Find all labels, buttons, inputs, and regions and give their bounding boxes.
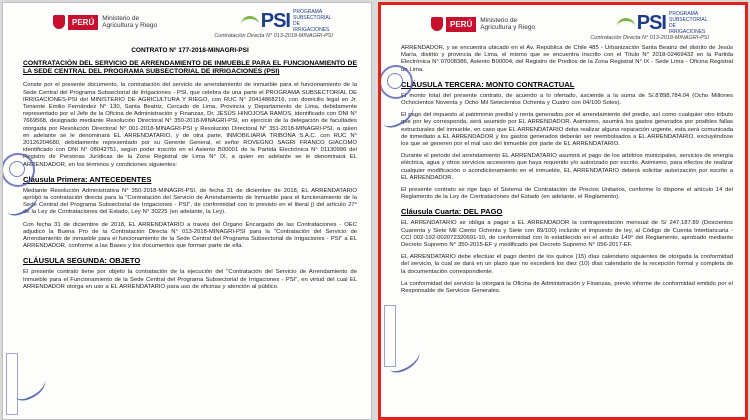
peru-label: PERÚ <box>446 17 476 32</box>
psi-logo <box>241 9 337 33</box>
contract-title: CONTRATACIÓN DEL SERVICIO DE ARRENDAMIENTO DE INMUEBLE PARA EL FUNCIONAMIENTO DE LA SEDE CENTRAL DEL PROGRAMA SUBSECTORIAL DE IRRIGACIONES (PSI) <box>23 60 357 76</box>
section-heading-first: Cláusula Primera: ANTECEDENTES <box>23 174 152 184</box>
psi-label: PSI <box>636 11 666 34</box>
paragraph: EL ARRENDATARIO se obliga a pagar a EL ARRENDADOR la contraprestación mensual de S/ 247,187.89 (Doscientos Cuarenta y Siete Mil Ciento Ochenta y Siete con 89/100) incluido el impuesto de ley, al Código de Cuenta Interbancaria - CCI 002-192-002072320691-10, de conformidad con lo establecido en el artículo 149° del Reglamento, aprobado mediante Decreto Supremo N° 350-2015-EF y modificado por Decreto Supremo N° 056-2017-EF. <box>401 220 733 249</box>
page-header <box>401 11 733 45</box>
paragraph: El pago del impuesto al patrimonio predial y renta generados por el arrendamiento del predio, así como cualquier otro tributo que por ley corresponda, será asumido por EL ARRENDADOR. Asimismo, asumirá los gastos generados por posibles fallas estructurales del inmueble, en caso que EL ARRENDATARIO deba realizar alguna reparación urgente, esta será comunicada de inmediato a EL ARRENDADOR y los gastos generados deberán ser reembolsados a EL ARRENDATARIO, excluyéndose los que se generen por el mal uso del inmueble por parte de EL ARRENDATARIO. <box>401 112 733 148</box>
paragraph: ARRENDADOR, y se encuentra ubicado en el Av. República de Chile 485 - Urbanización Santa Beatriz del distrito de Jesús María, distrito y provincia de Lima, el mismo que se encuentra inscrito con el Título N° 2018-02469432 en la Partida Electrónica N° 07008386, Asiento B00004, del Registro de Predios de la Zona Registral N° IX - Sede Lima - Oficina Registral de Lima. <box>401 45 733 73</box>
paragraph: El presente contrato se rige bajo el Sistema de Contratación de Precios Unitarios, conforme lo dispone el artículo 14 del Reglamento de la Ley de Contrataciones del Estado (en adelante, el Reglamento). <box>401 187 733 201</box>
paragraph: Durante el periodo del arrendamiento EL ARRENDATARIO asumirá el pago de los arbitrios municipales, servicios de energía eléctrica, agua y otros servicios accesorios que haya requerido y/o autorizado por escrito. Asimismo, para efectos de realizar cualquier modificación o acondicionamiento en el inmueble, EL ARRENDATARIO deberá solicitar autorización por escrito a EL ARRENDADOR. <box>401 153 733 181</box>
psi-arc-icon <box>241 16 259 33</box>
paragraph: EL ARRENDATARIO debe efectuar el pago dentro de los quince (15) días calendario siguientes de otorgada la conformidad del servicio, la cual se dará en un plazo que no excederá los diez (10) días calendario de la recepción formal y completa de la documentación correspondiente. <box>401 254 733 275</box>
section-heading-fourth: Cláusula Cuarta: DEL PAGO <box>401 207 503 217</box>
paragraph: El presente contrato tiene por objeto la contratación de la ejecución del "Contratación del Servicio de Arrendamiento de Inmueble para el Funcionamiento de la Sede Central del Programa Subsectorial de Irrigaciones - PSI", en virtud del cual EL ARRENDADOR otorga en uso a EL ARRENDATARIO para uso de oficinas y atención al público. <box>23 269 357 290</box>
paragraph: La conformidad del servicio la otorgará la Oficina de Administración y Finanzas, previo informe de conformidad emitido por el Responsable de Servicios Generales. <box>401 280 733 295</box>
psi-arc-icon <box>617 18 635 35</box>
header-note: Contratación Directa N° 013-2018-MINAGRI-PSI <box>214 33 333 39</box>
ministry-label: Ministerio de Agricultura y Riego <box>102 15 158 29</box>
paragraph: El monto total del presente contrato, de acuerdo a lo ofertado, asciende a la suma de S/.8'898,784.04 (Ocho Millones Ochocientos Noventa y Ocho Mil Setecientos Ochenta y Cuatro con 04/100 Soles). <box>401 92 733 107</box>
peru-ministry-logo <box>53 13 162 31</box>
section-heading-second: CLÁUSULA SEGUNDA: OBJETO <box>23 256 141 266</box>
section-heading-third: CLÁUSULA TERCERA: MONTO CONTRACTUAL <box>401 79 575 89</box>
intro-paragraph: Conste por el presente documento, la contratación del servicio de arrendamiento de inmueble para el funcionamiento de la Sede Central del Programa Subsectorial de Irrigaciones - PSI, que celebra de una parte el PROGRAMA SUBSECTORIAL DE IRRIGACIONES-PSI del MINISTERIO DE AGRICULTURA Y RIEGO, con RUC N° 20414868216, con domicilio legal en Jr. Teniente Emilio Fernández N° 130, Santa Beatriz, Cercado de Lima, Provincia y Departamento de Lima, debidamente representado por el Jefe de la Oficina de Administración y Finanzas, Dr. JESÚS HINOJOSA RAMOS, identificado con DNI N° 7669568, designado mediante Resolución Directoral N° 350-2018-MINAGRI-PSI, en ejercicio de la delegación de facultades otorgada por Resolución Directoral N° 001-2018-MINAGRI-PSI y Resolución Directoral N° 351-2018-MINAGRI-PSI, a quien en adelante se le denominará EL ARRENDATARIO, y de otra parte, INMOBILIARIA TRIBONA S.A.C. con RUC N° 20126204680, debidamente representado por su Gerente General, el señor ROVEGNO SAGRI FRANCO GIACOMO identificado con DNI N° 08042751, según poder inscrito en el Asiento B00001 de la Partida Electrónica N° 01130996 del Registro de Personas Jurídicas de la Zona Registral de Lima N° IX, a quien en adelante se le denominará EL ARRENDADOR, en los términos y condiciones siguientes: <box>23 82 357 168</box>
psi-logo <box>617 11 713 35</box>
coat-of-arms-icon <box>53 15 65 29</box>
peru-ministry-logo <box>431 15 540 33</box>
seal-stamp-icon <box>379 65 413 99</box>
page-header <box>23 9 357 43</box>
paragraph: Mediante Resolución Administrativa N° 350-2018-MINAGRI-PSI, de fecha 31 de diciembre de 2018, EL ARRENDATARIO aprobó la contratación directa para la "Contratación del Servicio de Arrendamiento de Inmueble para el funcionamiento de la Sede Central del Programa Subsectorial de Irrigaciones - PSI", de conformidad con lo previsto en el literal j) del artículo 27° de la Ley de Contrataciones del Estado, Ley N° 30225 (en adelante, la Ley). <box>23 187 357 216</box>
paragraph: Con fecha 31 de diciembre de 2018, EL ARRENDATARIO a través del Órgano Encargado de las Contrataciones - OEC adjudicó la Buena Pro de la Contratación Directa N° 013-2018-MINAGRI-PSI para la "Contratación del Servicio de Arrendamiento de inmueble para el funcionamiento de la Sede Central del Programa Subsectorial de Irrigaciones - PSI" a EL ARRENDADOR, conforme a las Bases y los documentos que forman parte de ella. <box>23 221 357 250</box>
document-page-right <box>378 2 748 420</box>
header-note: Contratación Directa N° 013-2018-MINAGRI-PSI <box>590 35 709 41</box>
document-page-left <box>2 2 372 420</box>
peru-label: PERÚ <box>68 15 98 30</box>
coat-of-arms-icon <box>431 17 443 31</box>
contract-number: CONTRATO N° 177-2018-MINAGRI-PSI <box>131 47 249 54</box>
ministry-label: Ministerio de Agricultura y Riego <box>480 17 536 31</box>
psi-subtitle: PROGRAMA SUBSECTORIAL DE IRRIGACIONES <box>293 9 332 33</box>
psi-label: PSI <box>260 9 290 32</box>
seal-stamp-icon <box>2 153 35 187</box>
psi-subtitle: PROGRAMA SUBSECTORIAL DE IRRIGACIONES <box>669 11 708 35</box>
